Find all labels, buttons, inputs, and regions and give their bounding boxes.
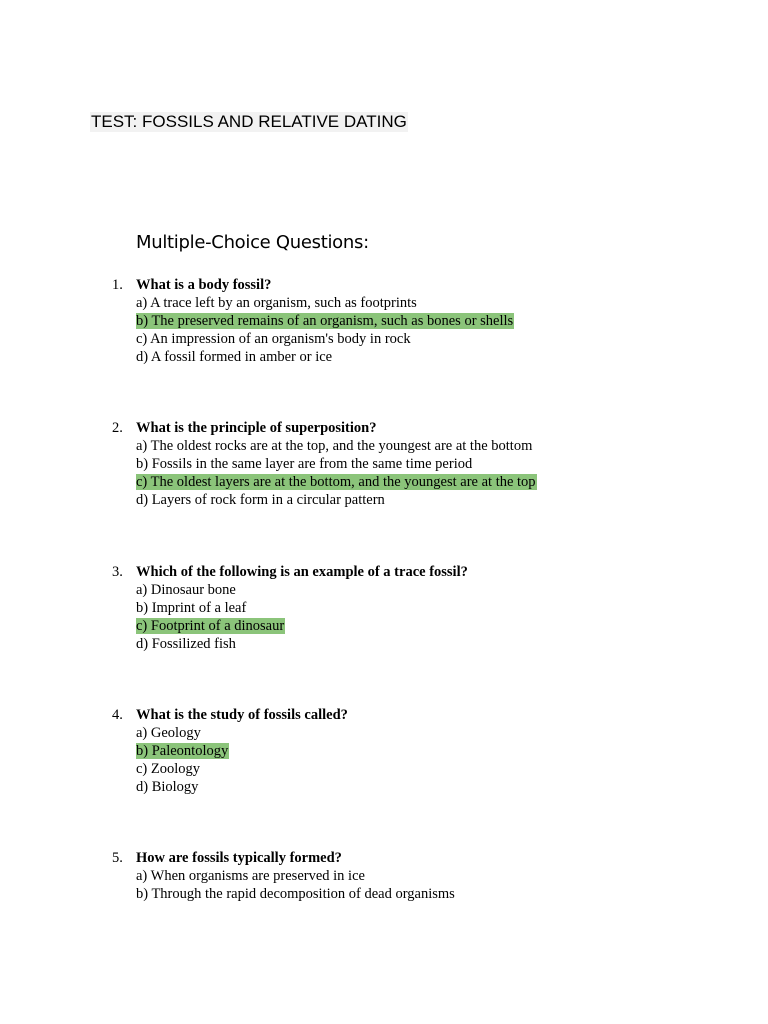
answer-option-b: b) Fossils in the same layer are from the same time period — [136, 456, 473, 472]
answer-option-d: d) Layers of rock form in a circular pattern — [136, 492, 385, 508]
answer-option-a: a) The oldest rocks are at the top, and the youngest are at the bottom — [136, 438, 533, 454]
question-text: Which of the following is an example of a trace fossil? — [136, 564, 468, 580]
question-number: 4. — [112, 707, 123, 723]
answer-option-b: b) The preserved remains of an organism, such as bones or shells — [136, 313, 514, 329]
answer-option-c: c) Zoology — [136, 761, 201, 777]
answer-option-d: d) Fossilized fish — [136, 636, 236, 652]
answer-option-b: b) Paleontology — [136, 743, 229, 759]
section-heading: Multiple-Choice Questions: — [136, 232, 369, 253]
answer-option-a: a) A trace left by an organism, such as footprints — [136, 295, 417, 311]
answer-option-c: c) An impression of an organism's body in rock — [136, 331, 411, 347]
question-number: 1. — [112, 277, 123, 293]
question-number: 5. — [112, 850, 123, 866]
question-text: How are fossils typically formed? — [136, 850, 342, 866]
answer-option-a: a) When organisms are preserved in ice — [136, 868, 365, 884]
answer-option-d: d) A fossil formed in amber or ice — [136, 349, 333, 365]
document-title: TEST: FOSSILS AND RELATIVE DATING — [91, 112, 407, 131]
answer-option-c: c) The oldest layers are at the bottom, and the youngest are at the top — [136, 474, 536, 490]
question-text: What is the study of fossils called? — [136, 707, 348, 723]
question-text: What is the principle of superposition? — [136, 420, 377, 436]
answer-option-a: a) Dinosaur bone — [136, 582, 236, 598]
answer-option-b: b) Through the rapid decomposition of dead organisms — [136, 886, 455, 902]
answer-option-d: d) Biology — [136, 779, 199, 795]
question-number: 3. — [112, 564, 123, 580]
answer-option-b: b) Imprint of a leaf — [136, 600, 247, 616]
answer-option-c: c) Footprint of a dinosaur — [136, 618, 285, 634]
question-number: 2. — [112, 420, 123, 436]
question-text: What is a body fossil? — [136, 277, 272, 293]
answer-option-a: a) Geology — [136, 725, 201, 741]
